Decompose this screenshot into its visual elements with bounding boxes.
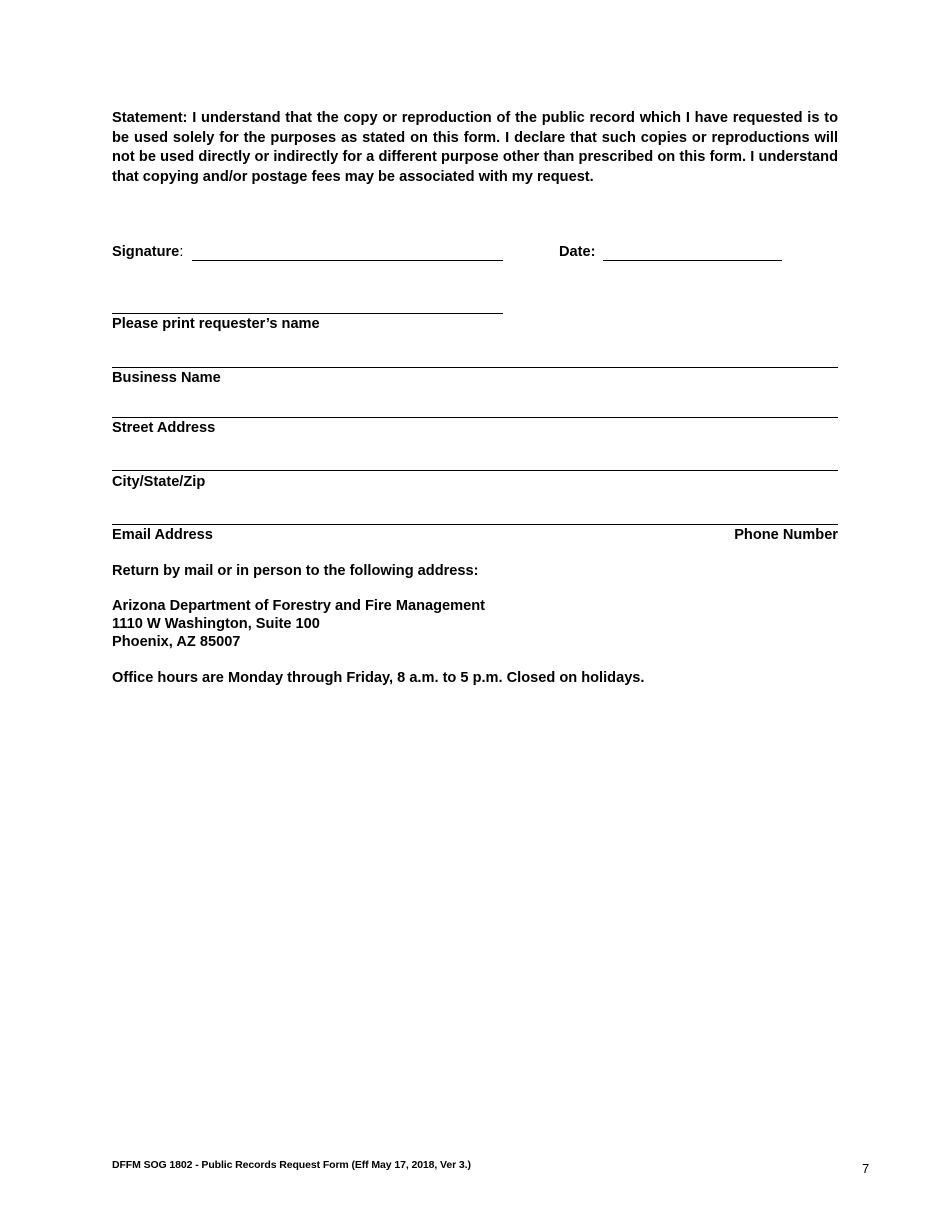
address-line-1: Arizona Department of Forestry and Fire Management (112, 598, 486, 614)
signature-label: Signature (112, 244, 180, 260)
date-line[interactable] (603, 260, 782, 261)
footer-document-id: DFFM SOG 1802 - Public Records Request Form (Eff May 17, 2018, Ver 3.) (112, 1159, 471, 1171)
page-number: 7 (862, 1161, 870, 1176)
signature-label-group (112, 244, 183, 260)
date-label: Date: (559, 244, 596, 260)
office-hours: Office hours are Monday through Friday, 8 a.m. to 5 p.m. Closed on holidays. (112, 670, 645, 686)
phone-number-label: Phone Number (734, 527, 838, 543)
signature-colon: : (179, 244, 184, 260)
requester-name-label: Please print requester’s name (112, 316, 320, 332)
address-line-2: 1110 W Washington, Suite 100 (112, 616, 320, 632)
requester-name-line[interactable] (112, 313, 503, 314)
street-address-label: Street Address (112, 420, 216, 436)
statement-paragraph: Statement: I understand that the copy or reproduction of the public record which I have requested is to be used solely for the purposes as stated on this form. I declare that such copies or reproductions will not be used directly or indirectly for a different purpose other than prescribed on this form. I understand that copying and/or postage fees may be associated with my request. (112, 110, 838, 185)
city-state-zip-line[interactable] (112, 470, 838, 471)
city-state-zip-label: City/State/Zip (112, 474, 206, 490)
signature-line[interactable] (192, 260, 503, 261)
street-address-line[interactable] (112, 417, 838, 418)
address-line-3: Phoenix, AZ 85007 (112, 634, 241, 650)
email-phone-line[interactable] (112, 524, 838, 525)
email-address-label: Email Address (112, 527, 213, 543)
business-name-line[interactable] (112, 367, 838, 368)
return-instructions: Return by mail or in person to the following address: (112, 563, 479, 579)
business-name-label: Business Name (112, 370, 221, 386)
